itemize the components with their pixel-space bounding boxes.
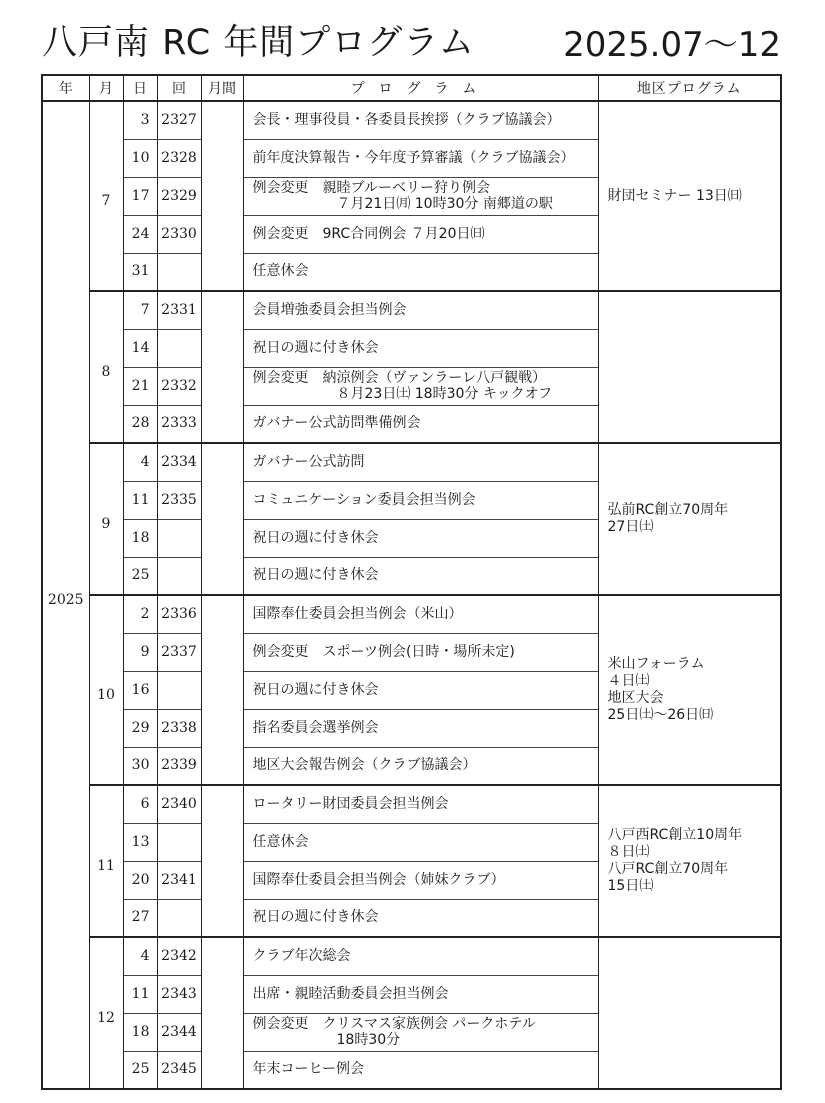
- day-cell: 4: [123, 937, 157, 975]
- meeting-number-cell: [157, 823, 201, 861]
- program-cell: [243, 823, 598, 861]
- meeting-number-cell: 2336: [157, 595, 201, 633]
- district-program-text: 八戸西RC創立10周年: [607, 827, 743, 843]
- day-cell: 13: [123, 823, 157, 861]
- table-row: [42, 443, 781, 481]
- district-program-text: 15日㈯: [607, 878, 654, 894]
- program-text: ７月21日㈪ 10時30分 南郷道の駅: [336, 196, 553, 212]
- meeting-number-cell: 2335: [157, 481, 201, 519]
- program-text: 国際奉仕委員会担当例会（姉妹クラブ）: [252, 871, 505, 888]
- day-cell: 7: [123, 291, 157, 329]
- district-program-text: 八戸RC創立70周年: [607, 861, 729, 877]
- program-text: コミュニケーション委員会担当例会: [252, 491, 476, 508]
- month-cell: 10: [89, 595, 123, 785]
- meeting-number-cell: 2337: [157, 633, 201, 671]
- meeting-number-cell: 2330: [157, 215, 201, 253]
- day-cell: 30: [123, 747, 157, 785]
- district-program-text: 25日㈯〜26日㈰: [607, 707, 714, 723]
- meeting-number-cell: 2333: [157, 405, 201, 443]
- program-cell: [243, 861, 598, 899]
- program-cell: [243, 975, 598, 1013]
- program-table-body: [42, 101, 781, 1089]
- program-text: 祝日の週に付き休会: [252, 909, 379, 926]
- program-cell: [243, 785, 598, 823]
- year-cell: 2025: [42, 101, 89, 1089]
- table-row: [42, 595, 781, 633]
- program-text: 地区大会報告例会（クラブ協議会）: [252, 757, 477, 774]
- program-cell: [243, 747, 598, 785]
- program-text: 前年度決算報告・今年度予算審議（クラブ協議会）: [252, 149, 575, 166]
- day-cell: 14: [123, 329, 157, 367]
- program-text: 指名委員会選挙例会: [252, 719, 379, 736]
- district-program-cell: [598, 101, 781, 291]
- program-cell: [243, 481, 598, 519]
- day-cell: 11: [123, 975, 157, 1013]
- district-program-text: 米山フォーラム: [607, 656, 705, 672]
- day-cell: 25: [123, 1051, 157, 1089]
- program-cell: [243, 1051, 598, 1089]
- program-text: 例会変更 9RC合同例会 ７月20日㈰: [252, 225, 485, 242]
- program-cell: [243, 1013, 598, 1051]
- meeting-number-cell: [157, 557, 201, 595]
- program-cell: [243, 139, 598, 177]
- column-header-day: 日: [123, 75, 157, 101]
- day-cell: 28: [123, 405, 157, 443]
- program-cell: [243, 101, 598, 139]
- day-cell: 9: [123, 633, 157, 671]
- month-cell: 9: [89, 443, 123, 595]
- program-cell: [243, 253, 598, 291]
- program-text: 祝日の週に付き休会: [252, 567, 379, 584]
- meeting-number-cell: 2341: [157, 861, 201, 899]
- program-text: 任意休会: [252, 263, 309, 280]
- meeting-number-cell: [157, 899, 201, 937]
- program-cell: [243, 329, 598, 367]
- column-header-year: 年: [42, 75, 89, 101]
- day-cell: 4: [123, 443, 157, 481]
- program-text: 任意休会: [252, 833, 309, 850]
- meeting-number-cell: 2344: [157, 1013, 201, 1051]
- page-title: 八戸南 RC 年間プログラム: [42, 23, 475, 63]
- day-cell: 11: [123, 481, 157, 519]
- program-text: 祝日の週に付き休会: [252, 339, 379, 356]
- program-text: 例会変更 クリスマス家族例会 パークホテル: [252, 1016, 536, 1032]
- column-header-monthly: 月間: [201, 75, 243, 101]
- day-cell: 24: [123, 215, 157, 253]
- district-program-cell: [598, 443, 781, 595]
- day-cell: 6: [123, 785, 157, 823]
- meeting-number-cell: 2329: [157, 177, 201, 215]
- period-label: 2025.07〜12: [563, 25, 781, 65]
- program-table: [41, 74, 782, 1090]
- program-cell: [243, 899, 598, 937]
- monthly-theme-cell: [201, 937, 243, 1089]
- district-program-text: 地区大会: [607, 690, 664, 706]
- meeting-number-cell: 2328: [157, 139, 201, 177]
- program-text: 会員増強委員会担当例会: [252, 301, 407, 318]
- district-program-text: 27日㈯: [607, 519, 654, 535]
- district-program-text: ８日㈯: [607, 844, 650, 860]
- table-row: [42, 785, 781, 823]
- program-text: ガバナー公式訪問準備例会: [252, 415, 421, 432]
- monthly-theme-cell: [201, 101, 243, 291]
- month-cell: 12: [89, 937, 123, 1089]
- program-cell: [243, 671, 598, 709]
- meeting-number-cell: 2331: [157, 291, 201, 329]
- program-cell: [243, 557, 598, 595]
- monthly-theme-cell: [201, 595, 243, 785]
- program-text: 例会変更 親睦ブルーベリー狩り例会: [252, 180, 490, 196]
- meeting-number-cell: 2343: [157, 975, 201, 1013]
- day-cell: 25: [123, 557, 157, 595]
- program-cell: [243, 215, 598, 253]
- program-text: 例会変更 スポーツ例会(日時・場所未定): [252, 643, 515, 660]
- district-program-cell: [598, 595, 781, 785]
- table-row: [42, 937, 781, 975]
- program-text: 祝日の週に付き休会: [252, 529, 379, 546]
- district-program-cell: [598, 291, 781, 443]
- day-cell: 31: [123, 253, 157, 291]
- program-cell: [243, 937, 598, 975]
- day-cell: 27: [123, 899, 157, 937]
- meeting-number-cell: 2340: [157, 785, 201, 823]
- program-cell: [243, 367, 598, 405]
- table-row: [42, 291, 781, 329]
- column-header-number: 回: [157, 75, 201, 101]
- program-text: クラブ年次総会: [252, 947, 351, 964]
- program-cell: [243, 405, 598, 443]
- column-header-month: 月: [89, 75, 123, 101]
- monthly-theme-cell: [201, 291, 243, 443]
- day-cell: 16: [123, 671, 157, 709]
- district-program-text: ４日㈯: [607, 673, 650, 689]
- monthly-theme-cell: [201, 443, 243, 595]
- day-cell: 21: [123, 367, 157, 405]
- program-text: ロータリー財団委員会担当例会: [252, 795, 449, 812]
- program-cell: [243, 519, 598, 557]
- program-text: ８月23日㈯ 18時30分 キックオフ: [336, 386, 553, 402]
- day-cell: 18: [123, 519, 157, 557]
- meeting-number-cell: 2332: [157, 367, 201, 405]
- meeting-number-cell: [157, 671, 201, 709]
- column-header-program: プログラム: [243, 75, 598, 101]
- day-cell: 20: [123, 861, 157, 899]
- district-program-text: 弘前RC創立70周年: [607, 502, 729, 518]
- day-cell: 17: [123, 177, 157, 215]
- meeting-number-cell: 2345: [157, 1051, 201, 1089]
- program-cell: [243, 633, 598, 671]
- meeting-number-cell: [157, 519, 201, 557]
- meeting-number-cell: 2339: [157, 747, 201, 785]
- meeting-number-cell: 2334: [157, 443, 201, 481]
- day-cell: 3: [123, 101, 157, 139]
- month-cell: 7: [89, 101, 123, 291]
- program-text: 18時30分: [336, 1032, 401, 1048]
- program-cell: [243, 443, 598, 481]
- table-header-row: [42, 75, 781, 101]
- program-text: 国際奉仕委員会担当例会（米山）: [252, 605, 463, 622]
- day-cell: 29: [123, 709, 157, 747]
- program-text: 出席・親睦活動委員会担当例会: [252, 985, 449, 1002]
- month-cell: 11: [89, 785, 123, 937]
- month-cell: 8: [89, 291, 123, 443]
- day-cell: 18: [123, 1013, 157, 1051]
- district-program-cell: [598, 937, 781, 1089]
- meeting-number-cell: 2338: [157, 709, 201, 747]
- program-text: ガバナー公式訪問: [252, 453, 365, 470]
- meeting-number-cell: [157, 253, 201, 291]
- program-text: 会長・理事役員・各委員長挨拶（クラブ協議会）: [252, 111, 561, 128]
- program-text: 例会変更 納涼例会（ヴァンラーレ八戸観戦）: [252, 370, 547, 386]
- program-cell: [243, 291, 598, 329]
- meeting-number-cell: [157, 329, 201, 367]
- day-cell: 10: [123, 139, 157, 177]
- monthly-theme-cell: [201, 785, 243, 937]
- program-cell: [243, 595, 598, 633]
- district-program-text: 財団セミナー 13日㈰: [607, 187, 742, 204]
- district-program-cell: [598, 785, 781, 937]
- meeting-number-cell: 2327: [157, 101, 201, 139]
- day-cell: 2: [123, 595, 157, 633]
- program-cell: [243, 177, 598, 215]
- table-row: [42, 101, 781, 139]
- program-cell: [243, 709, 598, 747]
- program-text: 祝日の週に付き休会: [252, 681, 379, 698]
- program-text: 年末コーヒー例会: [252, 1061, 364, 1078]
- meeting-number-cell: 2342: [157, 937, 201, 975]
- column-header-district: 地区プログラム: [598, 75, 781, 101]
